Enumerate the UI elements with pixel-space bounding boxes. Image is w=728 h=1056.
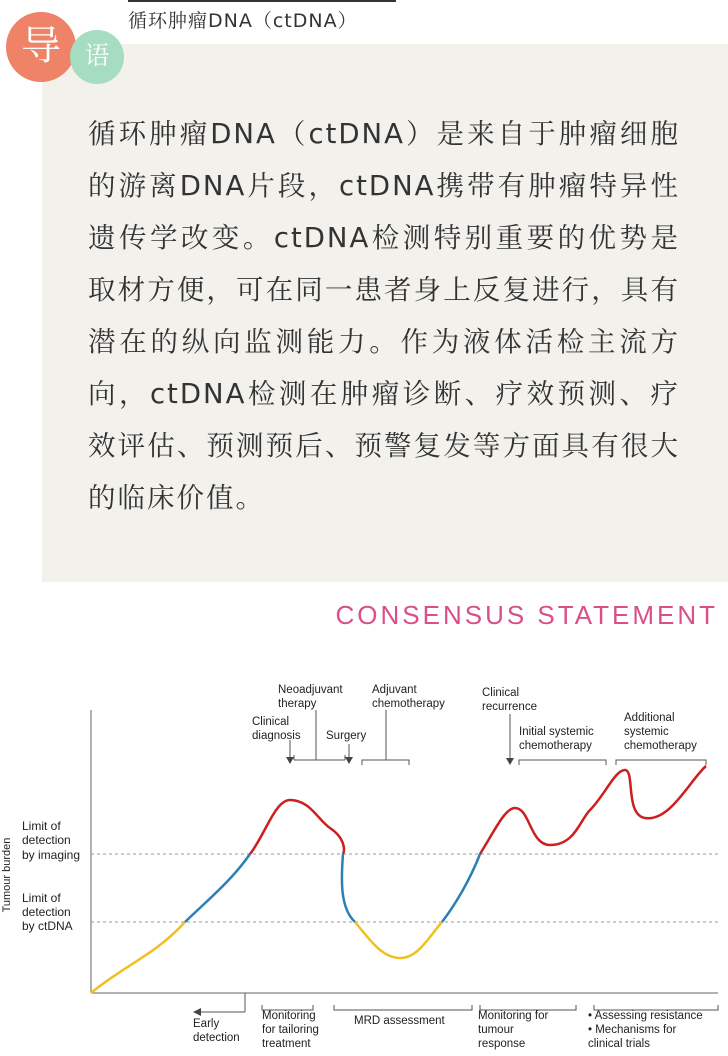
curve-imaging-phase-2 — [480, 766, 706, 854]
curve-ctdna-phase-1 — [185, 854, 250, 922]
label-early-detection: Early detection — [193, 1018, 240, 1044]
curve-imaging-phase-1 — [250, 800, 344, 854]
curve-ctdna-phase-3 — [442, 854, 480, 922]
label-clinical-recurrence: Clinical recurrence — [482, 687, 537, 713]
label-neoadjuvant: Neoadjuvant therapy — [278, 684, 343, 710]
label-monitoring-response: Monitoring for tumour response — [478, 1010, 549, 1050]
limit-ctdna-label: Limit of detection by ctDNA — [22, 891, 73, 933]
label-surgery: Surgery — [326, 730, 367, 742]
intro-badge-sub: 语 — [70, 30, 124, 84]
label-assessing-resistance: • Assessing resistance • Mechanisms for clinical trials — [588, 1010, 703, 1050]
label-additional-systemic: Additional systemic chemotherapy — [624, 712, 697, 752]
header-rule — [128, 0, 396, 2]
label-monitoring-tailoring: Monitoring for tailoring treatment — [262, 1010, 319, 1050]
label-adjuvant: Adjuvant chemotherapy — [372, 684, 445, 710]
section-heading: CONSENSUS STATEMENT — [335, 600, 718, 630]
curve-below-detection-2 — [355, 922, 442, 958]
top-arrowheads — [286, 757, 514, 765]
y-axis-label: Tumour burden — [1, 837, 13, 913]
intro-text: 循环肿瘤DNA（ctDNA）是来自于肿瘤细胞的游离DNA片段，ctDNA携带有肿瘤特异性遗传学改变。ctDNA检测特别重要的优势是取材方便，可在同一患者身上反复进行，具有潜在的纵向监测能力。作为液体活检主流方向，ctDNA检测在肿瘤诊断、疗效预测、疗效评估、预测预后、预警复发等方面具有很大的临床价值。 — [88, 118, 680, 514]
curve-below-detection-1 — [91, 922, 185, 993]
tumour-burden-figure — [0, 640, 728, 1056]
curve-ctdna-phase-2 — [342, 854, 355, 922]
label-mrd-assessment: MRD assessment — [354, 1015, 445, 1027]
intro-panel — [42, 44, 728, 582]
label-clinical-diagnosis: Clinical diagnosis — [252, 716, 301, 742]
early-detection-arrowhead — [193, 1008, 201, 1016]
intro-badge-main: 导 — [6, 12, 76, 82]
label-initial-systemic: Initial systemic chemotherapy — [519, 726, 594, 752]
header-title: 循环肿瘤DNA（ctDNA） — [128, 10, 358, 32]
limit-imaging-label: Limit of detection by imaging — [22, 819, 81, 862]
